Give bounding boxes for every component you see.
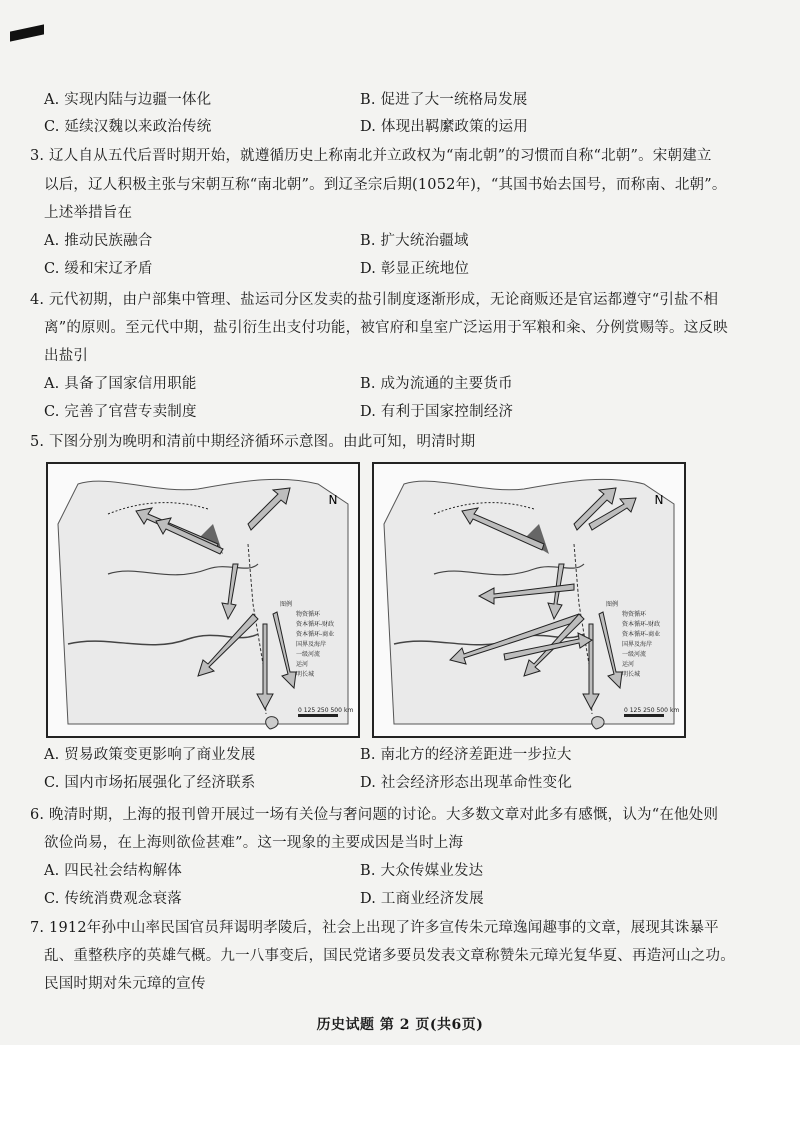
economic-cycle-maps	[46, 462, 696, 737]
q3-stem-line1: 3. 辽人自从五代后晋时期开始，就遵循历史上称南北并立政权为“南北朝”的习惯而自称“北朝”。宋朝建立	[30, 148, 712, 164]
q6-option-d: D. 工商业经济发展	[360, 891, 484, 907]
scan-corner-mark	[10, 24, 44, 41]
hainan-island	[592, 717, 604, 729]
land-outline	[384, 479, 674, 724]
q3-option-a: A. 推动民族融合	[44, 233, 153, 249]
legend-item: 资本循环-财政	[296, 621, 335, 628]
legend-item: 明长城	[296, 671, 315, 678]
q5-option-b: B. 南北方的经济差距进一步拉大	[360, 747, 572, 763]
q7-stem-line3: 民国时期对朱元璋的宣传	[44, 976, 206, 992]
legend-item: 运河	[622, 661, 635, 668]
legend-item: 明长城	[622, 671, 641, 678]
q4-option-d: D. 有利于国家控制经济	[360, 404, 514, 420]
land-outline	[58, 479, 348, 724]
q3-stem-line2: 以后，辽人积极主张与宋朝互称“南北朝”。到辽圣宗后期(1052年)，“其国书始去国号，而称南、北朝”。	[44, 177, 727, 193]
q4-option-a: A. 具备了国家信用职能	[44, 376, 197, 392]
legend-item: 资本循环-商业	[296, 631, 335, 638]
q4-stem-line3: 出盐引	[44, 348, 89, 364]
q3-option-b: B. 扩大统治疆域	[360, 233, 469, 249]
q5-stem-line1: 5. 下图分别为晚明和清前中期经济循环示意图。由此可知，明清时期	[30, 434, 476, 450]
q2-option-c: C. 延续汉魏以来政治传统	[44, 119, 212, 135]
legend-item: 运河	[296, 661, 309, 668]
scale-bar-label: 0 125 250 500	[298, 707, 342, 714]
q2-option-d: D. 体现出羁縻政策的运用	[360, 119, 528, 135]
q4-option-b: B. 成为流通的主要货币	[360, 376, 513, 392]
north-label: N	[328, 493, 338, 507]
q7-stem-line1: 7. 1912年孙中山率民国官员拜谒明孝陵后，社会上出现了许多宣传朱元璋逸闻趣事的文章，展现其诛暴平	[30, 920, 719, 936]
q3-option-d: D. 彰显正统地位	[360, 261, 470, 277]
q3-option-c: C. 缓和宋辽矛盾	[44, 261, 153, 277]
q7-stem-line2: 乱、重整秩序的英雄气概。九一八事变后，国民党诸多要员发表文章称赞朱元璋光复华夏、再造河山之功。	[44, 948, 735, 964]
q3-stem-line3: 上述举措旨在	[44, 205, 133, 221]
legend-item: 资本循环-商业	[622, 631, 661, 638]
qing-map	[372, 462, 686, 738]
legend-item: 物资循环	[296, 611, 321, 618]
scale-bar-unit: km	[670, 707, 680, 714]
page-footer: 历史试题 第 2 页(共6页)	[316, 1017, 484, 1033]
legend-item: 资本循环-财政	[622, 621, 661, 628]
q4-stem-line2: 离”的原则。至元代中期，盐引衍生出支付功能，被官府和皇室广泛运用于军粮和籴、分例赏赐等。这反映	[44, 320, 728, 336]
scale-bar-unit: km	[344, 707, 354, 714]
hainan-island	[266, 717, 278, 729]
legend-item: 一级河流	[622, 651, 647, 658]
north-label: N	[654, 493, 664, 507]
q6-option-b: B. 大众传媒业发达	[360, 863, 484, 879]
q2-option-b: B. 促进了大一统格局发展	[360, 92, 528, 108]
legend-item: 一级河流	[296, 651, 321, 658]
legend-item: 国界及海岸	[622, 641, 653, 648]
q4-stem-line1: 4. 元代初期，由户部集中管理、盐运司分区发卖的盐引制度逐渐形成，无论商贩还是官运都遵守“引盐不相	[30, 292, 719, 308]
scale-bar	[624, 714, 664, 717]
q5-option-c: C. 国内市场拓展强化了经济联系	[44, 775, 256, 791]
q6-stem-line1: 6. 晚清时期，上海的报刊曾开展过一场有关俭与奢问题的讨论。大多数文章对此多有感慨，认为“在他处则	[30, 807, 719, 823]
legend-title: 图例	[606, 601, 619, 608]
scale-bar-label: 0 125 250 500	[624, 707, 668, 714]
late-ming-map	[46, 462, 360, 738]
legend-item: 物资循环	[622, 611, 647, 618]
q5-option-a: A. 贸易政策变更影响了商业发展	[44, 747, 256, 763]
q5-option-d: D. 社会经济形态出现革命性变化	[360, 775, 573, 791]
legend-item: 国界及海岸	[296, 641, 327, 648]
q4-option-c: C. 完善了官营专卖制度	[44, 404, 197, 420]
q6-stem-line2: 欲俭尚易，在上海则欲俭甚难”。这一现象的主要成因是当时上海	[44, 835, 464, 851]
legend-title: 图例	[280, 601, 293, 608]
q2-option-a: A. 实现内陆与边疆一体化	[44, 92, 212, 108]
scale-bar	[298, 714, 338, 717]
q6-option-a: A. 四民社会结构解体	[44, 863, 182, 879]
q6-option-c: C. 传统消费观念衰落	[44, 891, 182, 907]
